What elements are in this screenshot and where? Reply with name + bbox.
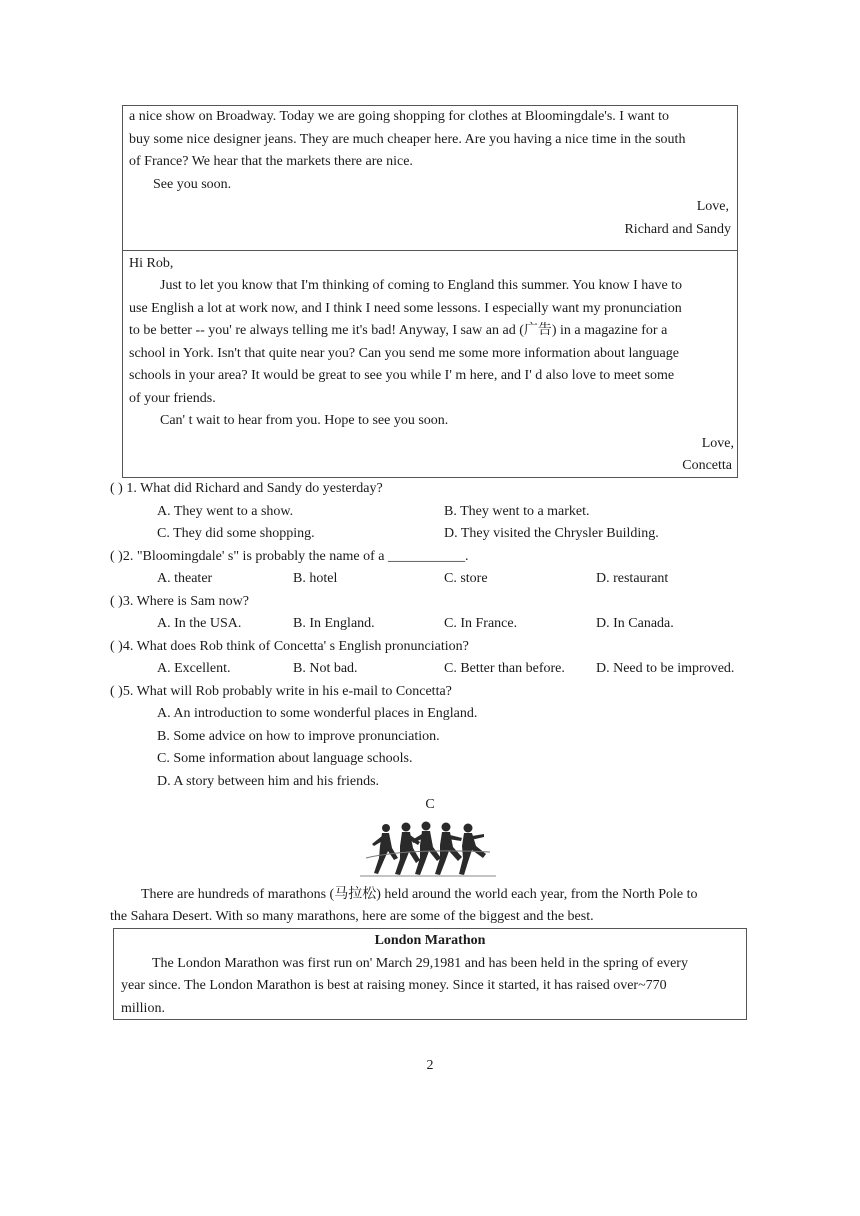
question-1-option-c: C. They did some shopping. — [157, 526, 315, 541]
letter-2-closing: Love, — [701, 436, 734, 451]
letter-1-signature: Richard and Sandy — [624, 222, 731, 237]
section-c-intro-line: the Sahara Desert. With so many marathons, here are some of the biggest and the best. — [110, 909, 594, 924]
london-marathon-title: London Marathon — [374, 933, 486, 948]
section-c-heading: C — [425, 797, 435, 812]
question-2-option-b: B. hotel — [293, 571, 338, 586]
question-2-option-a: A. theater — [157, 571, 213, 586]
london-marathon-line: The London Marathon was first run on' March 29,1981 and has been held in the spring of every — [152, 956, 688, 971]
question-1-option-b: B. They went to a market. — [444, 504, 590, 519]
question-1-option-d: D. They visited the Chrysler Building. — [444, 526, 659, 541]
question-1-stem: ( ) 1. What did Richard and Sandy do yesterday? — [110, 481, 383, 496]
question-3-option-c: C. In France. — [444, 616, 518, 631]
letter-2-line: schools in your area? It would be great to see you while I' m here, and I' d also love to meet some — [129, 368, 675, 383]
question-4-option-c: C. Better than before. — [444, 661, 565, 676]
question-4-option-a: A. Excellent. — [157, 661, 231, 676]
letter-2-line: school in York. Isn't that quite near you? Can you send me some more information about language — [129, 346, 679, 361]
question-3-option-a: A. In the USA. — [157, 616, 242, 631]
letter-1-closing: Love, — [696, 199, 729, 214]
question-5-option-d: D. A story between him and his friends. — [157, 774, 380, 789]
question-4-option-d: D. Need to be improved. — [596, 661, 735, 676]
london-marathon-line: year since. The London Marathon is best at raising money. Since it started, it has raised over~770 — [121, 978, 667, 993]
letter-1-line: buy some nice designer jeans. They are much cheaper here. Are you having a nice time in the south — [129, 132, 686, 147]
letter-1-line: a nice show on Broadway. Today we are going shopping for clothes at Bloomingdale's. I want to — [129, 109, 670, 124]
question-2-option-d: D. restaurant — [596, 571, 669, 586]
letter-1-line: of France? We hear that the markets there are nice. — [129, 154, 413, 169]
letter-2-line: Just to let you know that I'm thinking of coming to England this summer. You know I have to — [160, 278, 683, 293]
letter-2-signature: Concetta — [682, 458, 732, 473]
question-5-option-b: B. Some advice on how to improve pronunciation. — [157, 729, 440, 744]
letter-2-greeting: Hi Rob, — [129, 256, 174, 271]
question-2-stem: ( )2. "Bloomingdale' s" is probably the name of a ___________. — [110, 549, 469, 564]
letter-2-line: to be better -- you' re always telling me it's bad! Anyway, I saw an ad (广告) in a magazine for a — [129, 323, 668, 338]
question-5-option-a: A. An introduction to some wonderful places in England. — [157, 706, 478, 721]
section-c-intro-line: There are hundreds of marathons (马拉松) held around the world each year, from the North Pole to — [141, 887, 698, 902]
letter-1-line: See you soon. — [153, 177, 232, 192]
question-3-option-b: B. In England. — [293, 616, 375, 631]
letter-2-line: Can' t wait to hear from you. Hope to see you soon. — [160, 413, 449, 428]
page-number: 2 — [426, 1058, 434, 1073]
question-5-option-c: C. Some information about language schools. — [157, 751, 413, 766]
question-1-option-a: A. They went to a show. — [157, 504, 294, 519]
question-4-stem: ( )4. What does Rob think of Concetta' s English pronunciation? — [110, 639, 469, 654]
question-4-option-b: B. Not bad. — [293, 661, 358, 676]
question-3-option-d: D. In Canada. — [596, 616, 674, 631]
question-5-stem: ( )5. What will Rob probably write in his e-mail to Concetta? — [110, 684, 452, 699]
letter-2-line: use English a lot at work now, and I think I need some lessons. I especially want my pronunciation — [129, 301, 682, 316]
letter-2-line: of your friends. — [129, 391, 216, 406]
question-3-stem: ( )3. Where is Sam now? — [110, 594, 249, 609]
london-marathon-line: million. — [121, 1001, 165, 1016]
question-2-option-c: C. store — [444, 571, 488, 586]
marathon-runners-image — [358, 818, 498, 880]
